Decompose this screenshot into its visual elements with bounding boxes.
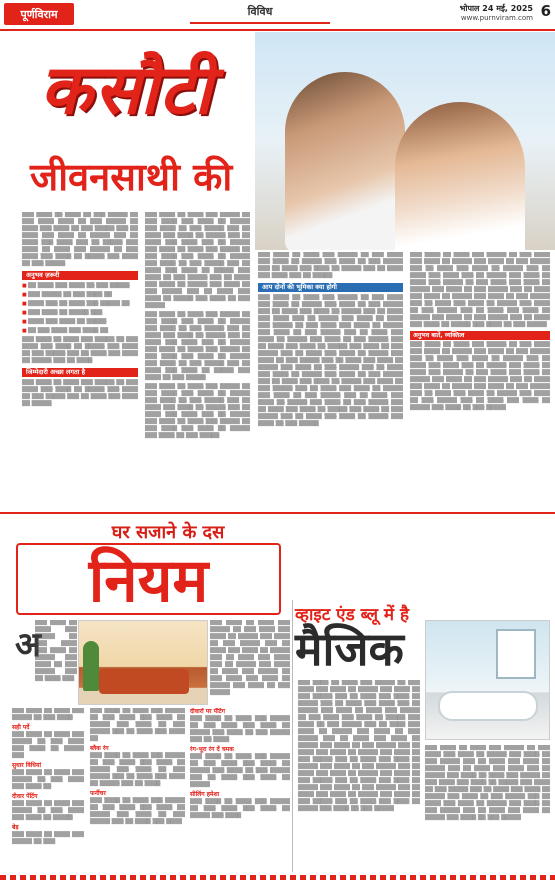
article3-col1: ▒▒▒ ▒▒▒▒ ▒▒ ▒▒▒▒ ▒▒▒ ▒▒▒▒▒ ▒▒ ▒▒▒ ▒▒▒▒ ▒▒▒ ▒▒▒▒ ▒▒ ▒▒▒▒▒ ▒▒▒ ▒▒▒▒ ▒▒ ▒▒▒ ▒▒▒▒▒ ▒▒▒ ▒▒ ▒▒▒▒ ▒▒▒ ▒▒▒▒ ▒▒ ▒▒▒▒▒ ▒▒▒ ▒▒ ▒▒▒▒ ▒▒▒ ▒▒▒▒ ▒▒▒ ▒▒ ▒▒▒▒▒ ▒▒▒ ▒▒▒▒ ▒▒ ▒▒▒▒ ▒▒▒ ▒▒▒▒▒ ▒▒ ▒▒▒ ▒▒▒▒ ▒▒▒ ▒▒▒▒ ▒▒ ▒▒▒▒▒ ▒▒▒ ▒▒▒▒ ▒▒ ▒▒▒ ▒▒▒▒▒ ▒▒▒ ▒▒ ▒▒▒▒ ▒▒▒ ▒▒▒▒ ▒▒ ▒▒▒▒▒ ▒▒▒ ▒▒▒▒ ▒▒ ▒▒▒ ▒▒▒▒▒ ▒▒▒ ▒▒ ▒▒▒▒ ▒▒▒ ▒▒▒▒ ▒▒ ▒▒▒▒▒ ▒▒▒ ▒▒▒▒ ▒▒ ▒▒▒ ▒▒▒▒▒ ▒▒▒ ▒▒ ▒▒▒▒ ▒▒▒ ▒▒▒▒ ▒▒ ▒▒▒▒▒ ▒▒▒ ▒▒▒▒ ▒▒ ▒▒▒ ▒▒▒▒▒ ▒▒▒ ▒▒ ▒▒▒▒ ▒▒▒ ▒▒▒▒ ▒▒ ▒▒▒▒▒ ▒▒▒ ▒▒▒▒ ▒▒ ▒▒▒ ▒▒▒▒▒ ▒▒▒ ▒▒ ▒▒▒▒ ▒▒▒ ▒▒▒▒ ▒▒ ▒▒▒▒▒ ▒▒▒ ▒▒▒▒ ▒▒ ▒▒▒ ▒▒▒▒▒ ▒▒▒ ▒▒ ▒▒▒▒ ▒▒▒ ▒▒▒▒ ▒▒ ▒▒▒▒▒ ▒▒▒ ▒▒▒▒ ▒▒ ▒▒▒ ▒▒▒▒▒ ▒▒▒ ▒▒ ▒▒▒▒ ▒▒▒ ▒▒▒▒ ▒▒ ▒▒▒▒▒ ▒▒▒ ▒▒▒▒ ▒▒ ▒▒▒ ▒▒▒▒▒ ▒▒▒ ▒▒ ▒▒▒▒ ▒▒▒ ▒▒▒▒ ▒▒ ▒▒▒▒▒ ▒▒▒ ▒▒▒▒ ▒▒ ▒▒▒ ▒▒▒▒▒ — [298, 680, 420, 812]
article1-col1: ▒▒▒ ▒▒▒▒ ▒▒ ▒▒▒▒ ▒▒ ▒▒▒ ▒▒▒▒▒ ▒▒ ▒▒▒ ▒▒▒▒ ▒▒▒▒ ▒▒ ▒▒▒ ▒▒▒▒▒ ▒▒ ▒▒▒▒ ▒▒▒ ▒▒▒▒ ▒▒ ▒▒▒ ▒▒▒▒▒ ▒▒▒ ▒▒ ▒▒▒▒ ▒▒▒ ▒▒▒▒ ▒▒ ▒▒▒▒▒ ▒▒▒ ▒▒ ▒▒▒▒ ▒▒▒ ▒▒▒▒ ▒▒▒ ▒▒ ▒▒▒▒▒ ▒▒▒ ▒▒▒▒ ▒▒ ▒▒▒▒ ▒▒▒ ▒▒▒▒▒ ▒▒ ▒▒▒ ▒▒▒▒ ▒▒▒ ▒▒▒▒ ▒▒ ▒▒▒▒▒ ▒▒▒ ▒▒▒▒ ▒▒ ▒▒▒ ▒▒▒▒▒ अनुभव ज़रूरी ■ ▒▒ ▒▒▒▒ ▒▒▒ ▒▒▒▒ ▒▒ ▒▒▒ ▒▒▒▒▒ ■ ▒▒▒ ▒▒▒▒▒ ▒▒ ▒▒▒ ▒▒▒▒ ▒▒ ■ ▒▒▒▒ ▒▒▒ ▒▒ ▒▒▒▒ ▒▒▒ ▒▒▒▒▒ ▒▒ ■ ▒▒▒ ▒▒▒▒ ▒▒ ▒▒▒▒▒ ▒▒▒ ■ ▒▒▒▒ ▒▒▒ ▒▒▒▒ ▒▒ ▒▒▒▒▒ ■ ▒▒ ▒▒▒ ▒▒▒▒ ▒▒▒ ▒▒▒▒ ▒▒ ▒▒▒ ▒▒▒▒ ▒▒ ▒▒▒▒ ▒▒▒ ▒▒▒▒▒ ▒▒ ▒▒▒ ▒▒▒▒ ▒▒▒ ▒▒▒▒ ▒▒ ▒▒▒▒▒ ▒▒▒ ▒▒▒▒ ▒▒ ▒▒▒ ▒▒▒▒▒ ▒▒▒ ▒▒ ▒▒▒▒ ▒▒▒ ▒▒▒▒ ▒▒ ▒▒▒▒▒ ▒▒▒ ▒▒ ▒▒▒▒ जिम्मेदारी अच्छा लगता है ▒▒▒ ▒▒▒▒ ▒▒ ▒▒▒▒ ▒▒▒ ▒▒▒▒▒ ▒▒ ▒▒▒ ▒▒▒▒ ▒▒▒ ▒▒▒▒ ▒▒ ▒▒▒▒▒ ▒▒▒ ▒▒▒▒ ▒▒ ▒▒▒ ▒▒▒▒▒ ▒▒▒ ▒▒ ▒▒▒▒ ▒▒▒ ▒▒▒▒ ▒▒ ▒▒▒▒▒ — [22, 212, 138, 512]
bathroom-photo — [425, 620, 550, 740]
subhead: सीलिंग हमेशा — [190, 791, 220, 798]
photo-bathtub — [438, 691, 538, 721]
headline-main: कसौटी — [40, 50, 214, 130]
subhead: आप दोनों की भूमिका क्या होगी — [258, 283, 403, 292]
article3-title: मैजिक — [295, 622, 404, 676]
article1-col2: ▒▒▒ ▒▒▒▒ ▒▒ ▒▒▒▒ ▒▒▒ ▒▒▒▒▒ ▒▒ ▒▒▒ ▒▒▒▒ ▒▒▒ ▒▒▒▒ ▒▒ ▒▒▒▒▒ ▒▒▒ ▒▒▒▒ ▒▒ ▒▒▒ ▒▒▒▒▒ ▒▒▒ ▒▒ ▒▒▒▒ ▒▒▒ ▒▒▒▒ ▒▒ ▒▒▒▒▒ ▒▒▒ ▒▒ ▒▒▒▒ ▒▒▒ ▒▒▒▒ ▒▒▒ ▒▒ ▒▒▒▒▒ ▒▒▒ ▒▒▒▒ ▒▒ ▒▒▒▒ ▒▒▒ ▒▒▒▒▒ ▒▒ ▒▒▒ ▒▒▒▒ ▒▒▒ ▒▒▒▒ ▒▒ ▒▒▒▒▒ ▒▒▒ ▒▒▒▒ ▒▒ ▒▒▒ ▒▒▒▒▒ ▒▒▒ ▒▒ ▒▒▒▒ ▒▒▒ ▒▒▒▒ ▒▒ ▒▒▒▒▒ ▒▒▒ ▒▒▒▒ ▒▒ ▒▒▒ ▒▒▒▒▒ ▒▒▒ ▒▒ ▒▒▒▒ ▒▒▒ ▒▒▒▒ ▒▒ ▒▒▒▒▒ ▒▒▒ ▒▒▒▒ ▒▒ ▒▒▒ ▒▒▒▒▒ ▒▒▒ ▒▒ ▒▒▒▒ ▒▒▒ ▒▒▒▒ ▒▒ ▒▒▒▒▒ ▒▒▒ ▒▒▒▒ ▒▒ ▒▒▒ ▒▒▒▒▒ ▒▒▒ ▒▒▒▒ ▒▒ ▒▒▒▒ ▒▒▒ ▒▒▒▒▒ ▒▒ ▒▒▒ ▒▒▒▒ ▒▒▒ ▒▒▒▒ ▒▒ ▒▒▒▒▒ ▒▒▒ ▒▒▒▒ ▒▒ ▒▒▒ ▒▒▒▒▒ ▒▒▒ ▒▒ ▒▒▒▒ ▒▒▒ ▒▒▒▒ ▒▒ ▒▒▒▒▒ ▒▒▒ ▒▒ ▒▒▒▒ ▒▒▒ ▒▒▒▒ ▒▒▒ ▒▒ ▒▒▒▒▒ ▒▒▒ ▒▒▒▒ ▒▒ ▒▒▒▒ ▒▒▒ ▒▒▒▒▒ ▒▒ ▒▒▒ ▒▒▒▒ ▒▒▒ ▒▒▒▒ ▒▒ ▒▒▒▒▒ ▒▒▒ ▒▒▒▒ ▒▒ ▒▒▒ ▒▒▒▒▒ ▒▒▒ ▒▒ ▒▒▒▒ ▒▒▒ ▒▒▒▒ ▒▒ ▒▒▒▒▒ ▒▒▒ ▒▒▒▒ ▒▒ ▒▒▒ ▒▒▒▒▒ ▒▒▒ ▒▒▒▒ ▒▒ ▒▒▒▒ ▒▒▒ ▒▒▒▒▒ ▒▒ ▒▒▒ ▒▒▒▒ ▒▒▒ ▒▒▒▒ ▒▒ ▒▒▒▒▒ ▒▒▒ ▒▒▒▒ ▒▒ ▒▒▒ ▒▒▒▒▒ ▒▒▒ ▒▒ ▒▒▒▒ ▒▒▒ ▒▒▒▒ ▒▒ ▒▒▒▒▒ ▒▒▒ ▒▒ ▒▒▒▒ ▒▒▒ ▒▒▒▒ ▒▒▒ ▒▒ ▒▒▒▒▒ ▒▒▒ ▒▒▒▒ ▒▒ ▒▒▒▒ ▒▒▒ ▒▒▒▒▒ ▒▒ ▒▒▒ ▒▒▒▒ ▒▒▒ ▒▒▒▒ ▒▒ ▒▒▒▒▒ ▒▒▒ ▒▒▒▒ ▒▒ ▒▒▒ ▒▒▒▒▒ — [145, 212, 250, 439]
subhead: सही पर्दे — [12, 724, 30, 731]
article2-title: नियम — [16, 543, 281, 615]
photo-plant — [83, 641, 99, 691]
photo-sofa — [99, 669, 189, 694]
subhead: जिम्मेदारी अच्छा लगता है — [22, 368, 138, 377]
subhead: अनुभव ज़रूरी — [22, 271, 138, 280]
article2-intro: ▒▒▒ ▒▒▒▒ ▒▒ ▒▒▒▒ ▒▒▒ ▒▒▒▒▒ ▒▒ ▒▒▒ ▒▒▒▒ ▒▒▒ ▒▒▒▒ ▒▒ ▒▒▒▒▒ ▒▒▒ ▒▒▒▒ ▒▒ ▒▒▒ ▒▒▒▒▒ ▒▒▒ ▒▒ ▒▒▒▒ ▒▒▒ — [35, 620, 77, 682]
subhead: दीवारों पर पेंटिंग — [190, 708, 226, 715]
subhead: अनुभव बातें, व्यक्तित्व — [410, 331, 550, 340]
section-title: विविध — [190, 4, 330, 24]
article2-col2: ▒▒▒ ▒▒▒▒ ▒▒ ▒▒▒▒ ▒▒▒ ▒▒▒▒▒ ▒▒ ▒▒▒ ▒▒▒▒ ▒▒▒ ▒▒▒▒ ▒▒ ▒▒▒▒▒ ▒▒▒ ▒▒▒▒ ▒▒ ▒▒▒ ▒▒▒▒▒ ▒▒▒ ▒▒ ▒▒▒▒ ▒▒▒ ▒▒▒▒ ▒▒ ब्लैक रंग ▒▒▒ ▒▒▒▒ ▒▒ ▒▒▒▒ ▒▒▒ ▒▒▒▒▒ ▒▒ ▒▒▒ ▒▒▒▒ ▒▒▒ ▒▒▒▒ ▒▒ ▒▒▒▒▒ ▒▒▒ ▒▒▒▒ ▒▒ ▒▒▒ ▒▒▒▒▒ ▒▒▒ ▒▒ ▒▒▒▒ ▒▒▒ ▒▒▒▒ ▒▒ ▒▒▒▒▒ ▒▒▒ ▒▒ ▒▒▒▒ फर्नीचर ▒▒▒ ▒▒▒▒ ▒▒ ▒▒▒▒ ▒▒▒ ▒▒▒▒▒ ▒▒ ▒▒▒ ▒▒▒▒ ▒▒▒ ▒▒▒▒ ▒▒ ▒▒▒▒▒ ▒▒▒ ▒▒▒▒ ▒▒ ▒▒▒ ▒▒▒▒▒ ▒▒▒ ▒▒ ▒▒▒▒ ▒▒▒ ▒▒▒▒ — [90, 708, 185, 825]
article2-kicker: घर सजाने के दस — [111, 522, 225, 543]
article3-col2: ▒▒▒ ▒▒▒▒ ▒▒ ▒▒▒▒ ▒▒▒ ▒▒▒▒▒ ▒▒ ▒▒▒ ▒▒▒▒ ▒▒▒ ▒▒▒▒ ▒▒ ▒▒▒▒▒ ▒▒▒ ▒▒▒▒ ▒▒ ▒▒▒ ▒▒▒▒▒ ▒▒▒ ▒▒ ▒▒▒▒ ▒▒▒ ▒▒▒▒ ▒▒ ▒▒▒▒▒ ▒▒▒ ▒▒ ▒▒▒▒ ▒▒▒ ▒▒▒▒ ▒▒▒ ▒▒ ▒▒▒▒▒ ▒▒▒ ▒▒▒▒ ▒▒ ▒▒▒▒ ▒▒▒ ▒▒▒▒▒ ▒▒ ▒▒▒ ▒▒▒▒ ▒▒▒ ▒▒▒▒ ▒▒ ▒▒▒▒▒ ▒▒▒ ▒▒▒▒ ▒▒ ▒▒▒ ▒▒▒▒▒ ▒▒▒ ▒▒ ▒▒▒▒ ▒▒▒ ▒▒▒▒ ▒▒ ▒▒▒▒▒ ▒▒▒ ▒▒▒▒ ▒▒ ▒▒▒ ▒▒▒▒▒ ▒▒▒ ▒▒ ▒▒▒▒ ▒▒▒ ▒▒▒▒ ▒▒ ▒▒▒▒▒ ▒▒▒ ▒▒▒▒ ▒▒ ▒▒▒ ▒▒▒▒▒ ▒▒▒ ▒▒ ▒▒▒▒ ▒▒▒ ▒▒▒▒ ▒▒ ▒▒▒▒▒ ▒▒▒ ▒▒▒▒ ▒▒ ▒▒▒ ▒▒▒▒▒ — [425, 745, 550, 821]
subhead: बेड़ — [12, 824, 19, 831]
subhead: सुधार विधियां — [12, 762, 42, 769]
subhead: दीवार पेंटिंग — [12, 793, 38, 800]
living-room-photo — [78, 620, 208, 705]
subhead: फर्नीचर — [90, 790, 106, 797]
website-url: www.purnviram.com — [460, 14, 533, 22]
article3-kicker: व्हाइट एंड ब्लू में है — [295, 605, 410, 625]
article2-col3: दीवारों पर पेंटिंग ▒▒▒ ▒▒▒▒ ▒▒ ▒▒▒▒ ▒▒▒ ▒▒▒▒▒ ▒▒ ▒▒▒ ▒▒▒▒ ▒▒▒ ▒▒▒▒ ▒▒ ▒▒▒▒▒ ▒▒▒ ▒▒▒▒ ▒▒ ▒▒▒ ▒▒▒▒▒ ▒▒▒ ▒▒ ▒▒▒▒ रंग-भूरा रंग दें चमक ▒▒▒ ▒▒▒▒ ▒▒ ▒▒▒▒ ▒▒▒ ▒▒▒▒▒ ▒▒ ▒▒▒ ▒▒▒▒ ▒▒▒ ▒▒▒▒ ▒▒ ▒▒▒▒▒ ▒▒▒ ▒▒▒▒ ▒▒ ▒▒▒ ▒▒▒▒▒ ▒▒▒ ▒▒ ▒▒▒▒ ▒▒▒ ▒▒▒▒ ▒▒ ▒▒▒▒▒ सीलिंग हमेशा ▒▒▒ ▒▒▒▒ ▒▒ ▒▒▒▒ ▒▒▒ ▒▒▒▒▒ ▒▒ ▒▒▒ ▒▒▒▒ ▒▒▒ ▒▒▒▒ ▒▒ ▒▒▒▒▒ ▒▒▒ ▒▒▒▒ — [190, 708, 290, 819]
print-registration-bar — [0, 875, 555, 880]
dropcap: अ — [15, 625, 41, 665]
newspaper-logo: पूर्णविराम — [4, 3, 74, 25]
header-divider — [0, 29, 555, 31]
couple-photo — [255, 32, 555, 250]
subhead: ब्लैक रंग — [90, 745, 109, 752]
edition-date: भोपाल 24 मई, 2025 — [459, 4, 533, 13]
photo-window — [496, 629, 536, 679]
article2-col1: ▒▒▒ ▒▒▒▒ ▒▒ ▒▒▒▒ ▒▒▒ ▒▒▒▒▒ ▒▒ ▒▒▒ ▒▒▒▒ सही पर्दे ▒▒▒ ▒▒▒▒ ▒▒ ▒▒▒▒ ▒▒▒ ▒▒▒▒▒ ▒▒ ▒▒▒ ▒▒▒▒ ▒▒▒ ▒▒▒▒ ▒▒ ▒▒▒▒▒ ▒▒▒ सुधार विधियां ▒▒▒ ▒▒▒▒ ▒▒ ▒▒▒▒ ▒▒▒ ▒▒▒▒▒ ▒▒ ▒▒▒ ▒▒▒▒ ▒▒▒ ▒▒▒▒ ▒▒ दीवार पेंटिंग ▒▒▒ ▒▒▒▒ ▒▒ ▒▒▒▒ ▒▒▒ ▒▒▒▒▒ ▒▒ ▒▒▒ ▒▒▒▒ ▒▒▒ ▒▒▒▒ ▒▒ ▒▒▒▒▒ बेड़ ▒▒▒ ▒▒▒▒ ▒▒ ▒▒▒▒ ▒▒▒ ▒▒▒▒▒ ▒▒ ▒▒▒ — [12, 708, 84, 845]
section-divider — [0, 512, 555, 514]
article1-col3: ▒▒▒ ▒▒▒▒ ▒▒ ▒▒▒▒ ▒▒▒ ▒▒▒▒▒ ▒▒ ▒▒▒ ▒▒▒▒ ▒▒▒ ▒▒▒▒ ▒▒ ▒▒▒▒▒ ▒▒▒ ▒▒▒▒ ▒▒ ▒▒▒ ▒▒▒▒▒ ▒▒▒ ▒▒ ▒▒▒▒ ▒▒▒ ▒▒▒▒ ▒▒ ▒▒▒▒▒ ▒▒▒ ▒▒ ▒▒▒▒ ▒▒▒ ▒▒▒▒ ▒▒▒ ▒▒ ▒▒▒▒▒ आप दोनों की भूमिका क्या होगी ▒▒▒ ▒▒▒▒ ▒▒ ▒▒▒▒ ▒▒▒ ▒▒▒▒▒ ▒▒ ▒▒▒ ▒▒▒▒ ▒▒▒ ▒▒▒▒ ▒▒ ▒▒▒▒▒ ▒▒▒ ▒▒▒▒ ▒▒ ▒▒▒ ▒▒▒▒▒ ▒▒▒ ▒▒ ▒▒▒▒ ▒▒▒ ▒▒▒▒ ▒▒ ▒▒▒▒▒ ▒▒▒ ▒▒ ▒▒▒▒ ▒▒▒ ▒▒▒▒ ▒▒▒ ▒▒ ▒▒▒▒▒ ▒▒▒ ▒▒▒▒ ▒▒ ▒▒▒▒ ▒▒▒ ▒▒▒▒▒ ▒▒ ▒▒▒ ▒▒▒▒ ▒▒▒ ▒▒▒▒ ▒▒ ▒▒▒▒▒ ▒▒▒ ▒▒▒▒ ▒▒ ▒▒▒ ▒▒▒▒▒ ▒▒▒ ▒▒ ▒▒▒▒ ▒▒▒ ▒▒▒▒ ▒▒ ▒▒▒▒▒ ▒▒▒ ▒▒▒▒ ▒▒ ▒▒▒ ▒▒▒▒▒ ▒▒▒ ▒▒ ▒▒▒▒ ▒▒▒ ▒▒▒▒ ▒▒ ▒▒▒▒▒ ▒▒▒ ▒▒▒▒ ▒▒ ▒▒▒ ▒▒▒▒▒ ▒▒▒ ▒▒ ▒▒▒▒ ▒▒▒ ▒▒▒▒ ▒▒ ▒▒▒▒▒ ▒▒▒ ▒▒▒▒ ▒▒ ▒▒▒ ▒▒▒▒▒ ▒▒▒ ▒▒ ▒▒▒▒ ▒▒▒ ▒▒▒▒ ▒▒ ▒▒▒▒▒ ▒▒▒ ▒▒▒▒ ▒▒ ▒▒▒ ▒▒▒▒▒ ▒▒▒ ▒▒ ▒▒▒▒ ▒▒▒ ▒▒▒▒ ▒▒ ▒▒▒▒▒ ▒▒▒ ▒▒▒▒ ▒▒ ▒▒▒ ▒▒▒▒▒ ▒▒▒ ▒▒ ▒▒▒▒ ▒▒▒ ▒▒▒▒ ▒▒ ▒▒▒▒▒ ▒▒▒ ▒▒▒▒ ▒▒ ▒▒▒ ▒▒▒▒▒ ▒▒▒ ▒▒ ▒▒▒▒ ▒▒▒ ▒▒▒▒ ▒▒ ▒▒▒▒▒ ▒▒▒ ▒▒▒▒ ▒▒ ▒▒▒ ▒▒▒▒▒ ▒▒▒ ▒▒ ▒▒▒▒ ▒▒▒ ▒▒▒▒ ▒▒ ▒▒▒▒▒ ▒▒▒ ▒▒▒▒ ▒▒ ▒▒▒ ▒▒▒▒▒ ▒▒▒ ▒▒ ▒▒▒▒ ▒▒▒ ▒▒▒▒ ▒▒ ▒▒▒▒▒ ▒▒▒ ▒▒▒▒ ▒▒ ▒▒▒ ▒▒▒▒▒ ▒▒▒ ▒▒ ▒▒▒▒ ▒▒▒ ▒▒▒▒ ▒▒ ▒▒▒▒▒ ▒▒▒ ▒▒▒▒ ▒▒ ▒▒▒ ▒▒▒▒▒ — [258, 252, 403, 427]
page-number: 6 — [540, 2, 551, 20]
date-block — [460, 3, 533, 22]
column-divider — [292, 600, 293, 872]
subhead: रंग-भूरा रंग दें चमक — [190, 746, 234, 753]
article2-col-right: ▒▒▒ ▒▒▒▒ ▒▒ ▒▒▒▒ ▒▒▒ ▒▒▒▒▒ ▒▒ ▒▒▒ ▒▒▒▒ ▒▒▒ ▒▒▒▒ ▒▒ ▒▒▒▒▒ ▒▒▒ ▒▒▒▒ ▒▒ ▒▒▒ ▒▒▒▒▒ ▒▒▒ ▒▒ ▒▒▒▒ ▒▒▒ ▒▒▒▒ ▒▒ ▒▒▒▒▒ ▒▒▒ ▒▒ ▒▒▒▒ ▒▒▒ ▒▒▒▒ ▒▒▒ ▒▒ ▒▒▒▒▒ ▒▒▒ ▒▒▒▒ ▒▒ ▒▒▒▒ ▒▒▒ ▒▒▒▒▒ ▒▒ ▒▒▒ ▒▒▒▒ ▒▒▒ ▒▒▒▒ ▒▒ ▒▒▒▒▒ ▒▒▒ ▒▒▒▒ ▒▒ ▒▒▒ ▒▒▒▒▒ — [210, 620, 290, 696]
photo-woman — [395, 102, 525, 250]
headline-sub: जीवनसाथी की — [30, 155, 233, 199]
article1-col4: ▒▒▒ ▒▒▒▒ ▒▒ ▒▒▒▒ ▒▒▒ ▒▒▒▒▒ ▒▒ ▒▒▒ ▒▒▒▒ ▒▒▒ ▒▒▒▒ ▒▒ ▒▒▒▒▒ ▒▒▒ ▒▒▒▒ ▒▒ ▒▒▒ ▒▒▒▒▒ ▒▒▒ ▒▒ ▒▒▒▒ ▒▒▒ ▒▒▒▒ ▒▒ ▒▒▒▒▒ ▒▒▒ ▒▒ ▒▒▒▒ ▒▒▒ ▒▒▒▒ ▒▒▒ ▒▒ ▒▒▒▒▒ ▒▒▒ ▒▒▒▒ ▒▒ ▒▒▒▒ ▒▒▒ ▒▒▒▒▒ ▒▒ ▒▒▒ ▒▒▒▒ ▒▒▒ ▒▒▒▒ ▒▒ ▒▒▒▒▒ ▒▒▒ ▒▒▒▒ ▒▒ ▒▒▒ ▒▒▒▒▒ ▒▒▒ ▒▒ ▒▒▒▒ ▒▒▒ ▒▒▒▒ ▒▒ ▒▒▒▒▒ ▒▒▒ ▒▒▒▒ ▒▒ ▒▒▒ ▒▒▒▒▒ ▒▒▒ ▒▒ ▒▒▒▒ ▒▒▒ ▒▒▒▒ ▒▒ ▒▒▒▒▒ ▒▒▒ ▒▒▒▒ ▒▒ ▒▒▒ ▒▒▒▒▒ ▒▒▒ ▒▒ ▒▒▒▒ ▒▒▒ ▒▒▒▒ ▒▒ ▒▒▒▒▒ ▒▒▒ ▒▒▒▒ ▒▒ ▒▒▒ ▒▒▒▒▒ ▒▒▒ ▒▒ ▒▒▒▒ ▒▒▒ ▒▒▒▒ ▒▒ ▒▒▒▒▒ ▒▒▒ ▒▒▒▒ ▒▒ ▒▒▒ ▒▒▒▒▒ अनुभव बातें, व्यक्तित्व ▒▒▒ ▒▒▒▒ ▒▒ ▒▒▒▒ ▒▒▒ ▒▒▒▒▒ ▒▒ ▒▒▒ ▒▒▒▒ ▒▒▒ ▒▒▒▒ ▒▒ ▒▒▒▒▒ ▒▒▒ ▒▒▒▒ ▒▒ ▒▒▒ ▒▒▒▒▒ ▒▒▒ ▒▒ ▒▒▒▒ ▒▒▒ ▒▒▒▒ ▒▒ ▒▒▒▒▒ ▒▒▒ ▒▒ ▒▒▒▒ ▒▒▒ ▒▒▒▒ ▒▒▒ ▒▒ ▒▒▒▒▒ ▒▒▒ ▒▒▒▒ ▒▒ ▒▒▒▒ ▒▒▒ ▒▒▒▒▒ ▒▒ ▒▒▒ ▒▒▒▒ ▒▒▒ ▒▒▒▒ ▒▒ ▒▒▒▒▒ ▒▒▒ ▒▒▒▒ ▒▒ ▒▒▒ ▒▒▒▒▒ ▒▒▒ ▒▒ ▒▒▒▒ ▒▒▒ ▒▒▒▒ ▒▒ ▒▒▒▒▒ ▒▒▒ ▒▒▒▒ ▒▒ ▒▒▒ ▒▒▒▒▒ ▒▒▒ ▒▒ ▒▒▒▒ ▒▒▒ ▒▒▒▒ ▒▒ ▒▒▒▒▒ ▒▒▒ ▒▒▒▒ ▒▒ ▒▒▒ ▒▒▒▒▒ ▒▒▒ ▒▒ ▒▒▒▒ ▒▒▒ ▒▒▒▒ ▒▒ ▒▒▒▒▒ ▒▒▒ ▒▒▒▒ ▒▒ ▒▒▒ ▒▒▒▒▒ — [410, 252, 550, 411]
page-header — [0, 0, 555, 30]
